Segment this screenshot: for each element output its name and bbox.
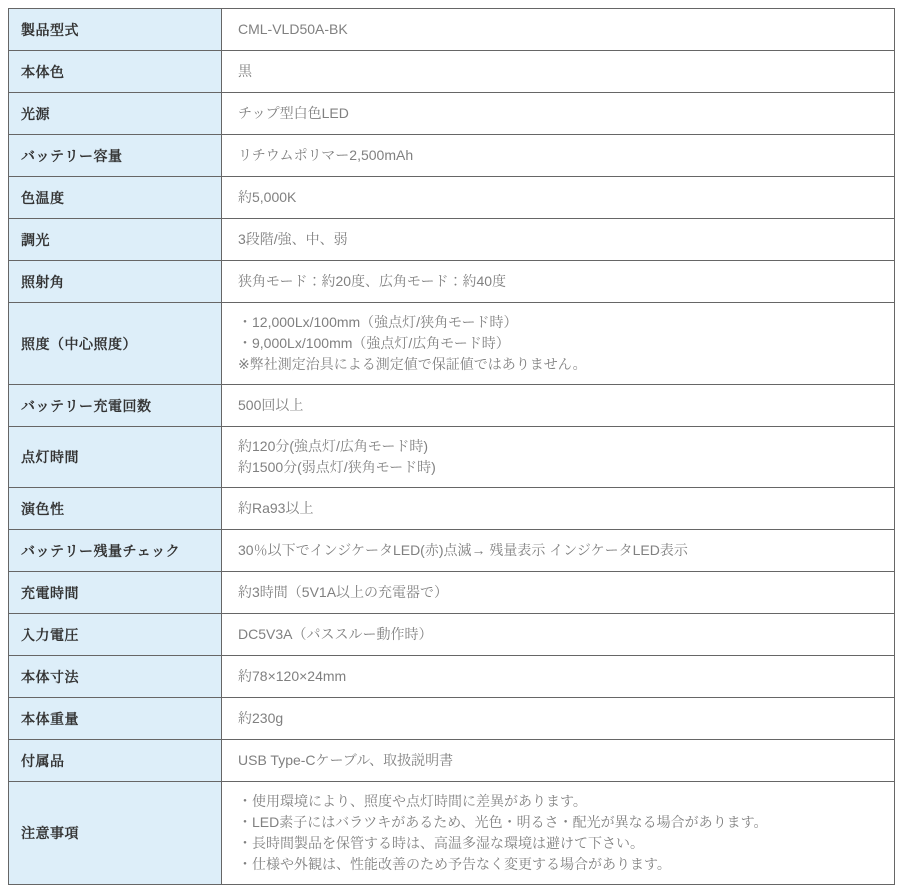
table-row (9, 530, 895, 572)
spec-value-line: 黒 (238, 63, 252, 79)
spec-value-line: 3段階/強、中、弱 (238, 231, 348, 247)
spec-label: 本体色 (9, 51, 222, 93)
spec-value-line: 約3時間（5V1A以上の充電器で） (238, 584, 449, 600)
spec-value-line: ・12,000Lx/100mm（強点灯/狭角モード時） (238, 314, 518, 330)
spec-label: 照度（中心照度） (9, 303, 222, 385)
spec-value-line: 約5,000K (238, 189, 297, 205)
spec-value-line: CML-VLD50A-BK (238, 21, 348, 37)
spec-label: 色温度 (9, 177, 222, 219)
spec-value-line: ・長時間製品を保管する時は、高温多湿な環境は避けて下さい。 (238, 835, 644, 851)
product-spec-table (8, 8, 895, 885)
spec-label: 注意事項 (9, 782, 222, 885)
spec-label: 光源 (9, 93, 222, 135)
spec-value (222, 614, 895, 656)
spec-value-line: 約120分(強点灯/広角モード時) (238, 438, 429, 454)
table-row (9, 427, 895, 488)
table-row (9, 177, 895, 219)
spec-value-line: ※弊社測定治具による測定値で保証値ではありません。 (238, 356, 587, 372)
table-row (9, 782, 895, 885)
spec-value-line: ・仕様や外観は、性能改善のため予告なく変更する場合があります。 (238, 856, 671, 872)
spec-value-line: リチウムポリマー2,500mAh (238, 147, 414, 163)
spec-value-line: チップ型白色LED (238, 105, 349, 121)
spec-value (222, 740, 895, 782)
spec-value-line: ・使用環境により、照度や点灯時間に差異があります。 (238, 793, 587, 809)
table-row (9, 219, 895, 261)
table-row (9, 572, 895, 614)
spec-value (222, 261, 895, 303)
spec-value (222, 427, 895, 488)
spec-value (222, 782, 895, 885)
table-row (9, 656, 895, 698)
spec-value-line: 約1500分(弱点灯/狭角モード時) (238, 459, 436, 475)
spec-label: 本体重量 (9, 698, 222, 740)
table-row (9, 135, 895, 177)
spec-table-body (9, 9, 895, 885)
table-row (9, 385, 895, 427)
spec-label: 入力電圧 (9, 614, 222, 656)
table-row (9, 9, 895, 51)
spec-value (222, 9, 895, 51)
spec-value (222, 93, 895, 135)
spec-label: 点灯時間 (9, 427, 222, 488)
spec-value-line: USB Type-Cケーブル、取扱説明書 (238, 752, 454, 768)
spec-value (222, 698, 895, 740)
spec-value (222, 51, 895, 93)
spec-value (222, 530, 895, 572)
table-row (9, 740, 895, 782)
spec-value-line: 約Ra93以上 (238, 500, 314, 516)
spec-label: 演色性 (9, 488, 222, 530)
spec-label: 調光 (9, 219, 222, 261)
spec-label: 照射角 (9, 261, 222, 303)
spec-label: バッテリー容量 (9, 135, 222, 177)
spec-label: バッテリー充電回数 (9, 385, 222, 427)
spec-value-line: 500回以上 (238, 397, 304, 413)
spec-label: 充電時間 (9, 572, 222, 614)
spec-value (222, 488, 895, 530)
table-row (9, 698, 895, 740)
spec-value-line: ・9,000Lx/100mm（強点灯/広角モード時） (238, 335, 510, 351)
table-row (9, 51, 895, 93)
table-row (9, 261, 895, 303)
spec-value (222, 303, 895, 385)
spec-label: 付属品 (9, 740, 222, 782)
spec-value-line: 約230g (238, 710, 284, 726)
table-row (9, 93, 895, 135)
spec-value-line: 約78×120×24mm (238, 668, 347, 684)
spec-label: 製品型式 (9, 9, 222, 51)
spec-value (222, 135, 895, 177)
table-row (9, 303, 895, 385)
table-row (9, 488, 895, 530)
spec-value-line: 狭角モード：約20度、広角モード：約40度 (238, 273, 507, 289)
spec-value-line: 30％以下でインジケータLED(赤)点滅→ 残量表示 インジケータLED表示 (238, 542, 688, 558)
spec-value-line: ・LED素子にはバラツキがあるため、光色・明るさ・配光が異なる場合があります。 (238, 814, 768, 830)
spec-value (222, 656, 895, 698)
spec-value-line: DC5V3A（パススルー動作時） (238, 626, 433, 642)
spec-value (222, 219, 895, 261)
spec-value (222, 177, 895, 219)
spec-label: バッテリー残量チェック (9, 530, 222, 572)
spec-value (222, 385, 895, 427)
table-row (9, 614, 895, 656)
spec-value (222, 572, 895, 614)
spec-label: 本体寸法 (9, 656, 222, 698)
